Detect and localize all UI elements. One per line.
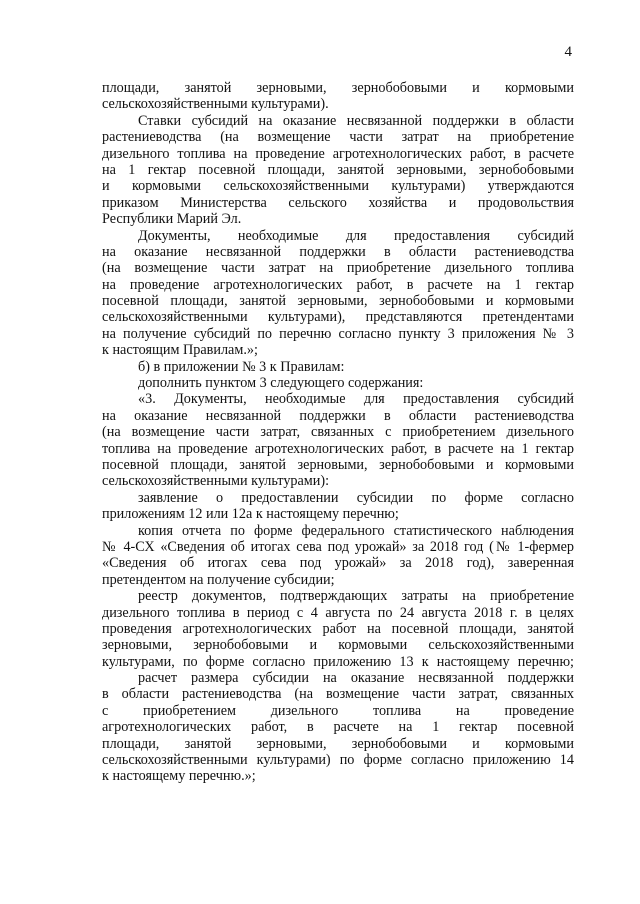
text-line: сельскохозяйственными культурами), представляются претендентами: [102, 309, 574, 326]
page-number: 4: [564, 44, 572, 60]
text-line: в области растениеводства (на возмещение части затрат, связанных: [102, 686, 574, 703]
text-line: посевной площади, занятой зерновыми, зернобобовыми и кормовыми: [102, 293, 574, 310]
text-line: (на возмещение части затрат на приобретение дизельного топлива: [102, 260, 574, 277]
text-line: на проведение агротехнологических работ, в расчете на 1 гектар: [102, 276, 574, 293]
text-line: сельскохозяйственными культурами):: [102, 473, 330, 490]
document-body: [102, 80, 574, 785]
text-line: дизельного топлива на проведение агротехнологических работ, в расчете: [102, 145, 574, 162]
text-line: на оказание несвязанной поддержки в области растениеводства: [102, 407, 574, 424]
text-line: копия отчета по форме федерального статистического наблюдения: [138, 522, 574, 539]
text-line: проведения агротехнологических работ на посевной площади, занятой: [102, 620, 574, 637]
text-line: площади, занятой зерновыми, зернобобовыми и кормовыми: [102, 735, 574, 752]
text-line: топлива на проведение агротехнологических работ, в расчете на 1 гектар: [102, 440, 574, 457]
text-line: растениеводства (на возмещение части затрат на приобретение: [102, 129, 574, 146]
text-line: к настоящему перечню.»;: [102, 768, 256, 785]
text-line: к настоящим Правилам.»;: [102, 342, 258, 359]
text-line: Документы, необходимые для предоставления субсидий: [138, 227, 574, 244]
text-line: претендентом на получение субсидии;: [102, 571, 335, 588]
text-line: реестр документов, подтверждающих затраты на приобретение: [138, 588, 574, 605]
text-line: Республики Марий Эл.: [102, 211, 242, 228]
text-line: сельскохозяйственными культурами) по форме согласно приложению 14: [102, 752, 574, 769]
text-line: (на возмещение части затрат, связанных с приобретением дизельного: [102, 424, 574, 441]
text-line: «3. Документы, необходимые для предоставления субсидий: [138, 391, 574, 408]
text-line: зерновыми, зернобобовыми и кормовыми сельскохозяйственными: [102, 637, 574, 654]
text-line: на оказание несвязанной поддержки в области растениеводства: [102, 243, 574, 260]
text-line: культурами, по форме согласно приложению 13 к настоящему перечню;: [102, 653, 574, 670]
text-line: Ставки субсидий на оказание несвязанной поддержки в области: [138, 112, 574, 129]
text-line: «Сведения об итогах сева под урожай» за 2018 год), заверенная: [102, 555, 574, 572]
text-line: дизельного топлива в период с 4 августа по 24 августа 2018 г. в целях: [102, 604, 574, 621]
text-line: дополнить пунктом 3 следующего содержания:: [138, 375, 424, 392]
text-line: приложениям 12 или 12а к настоящему перечню;: [102, 506, 399, 523]
text-line: приказом Министерства сельского хозяйства и продовольствия: [102, 194, 574, 211]
text-line: на 1 гектар посевной площади, занятой зерновыми, зернобобовыми: [102, 161, 574, 178]
text-line: б) в приложении № 3 к Правилам:: [138, 358, 345, 375]
text-line: заявление о предоставлении субсидии по форме согласно: [138, 489, 574, 506]
text-line: посевной площади, занятой зерновыми, зернобобовыми и кормовыми: [102, 456, 574, 473]
text-line: на получение субсидий по перечню согласно пункту 3 приложения № 3: [102, 325, 574, 342]
text-line: и кормовыми сельскохозяйственными культурами) утверждаются: [102, 178, 574, 195]
text-line: № 4-СХ «Сведения об итогах сева под урожай» за 2018 год (№ 1-фермер: [102, 538, 574, 555]
text-line: сельскохозяйственными культурами).: [102, 96, 329, 113]
text-line: с приобретением дизельного топлива на проведение: [102, 702, 574, 719]
text-line: агротехнологических работ, в расчете на 1 гектар посевной: [102, 719, 574, 736]
text-line: площади, занятой зерновыми, зернобобовыми и кормовыми: [102, 80, 574, 96]
text-line: расчет размера субсидии на оказание несвязанной поддержки: [138, 670, 574, 687]
